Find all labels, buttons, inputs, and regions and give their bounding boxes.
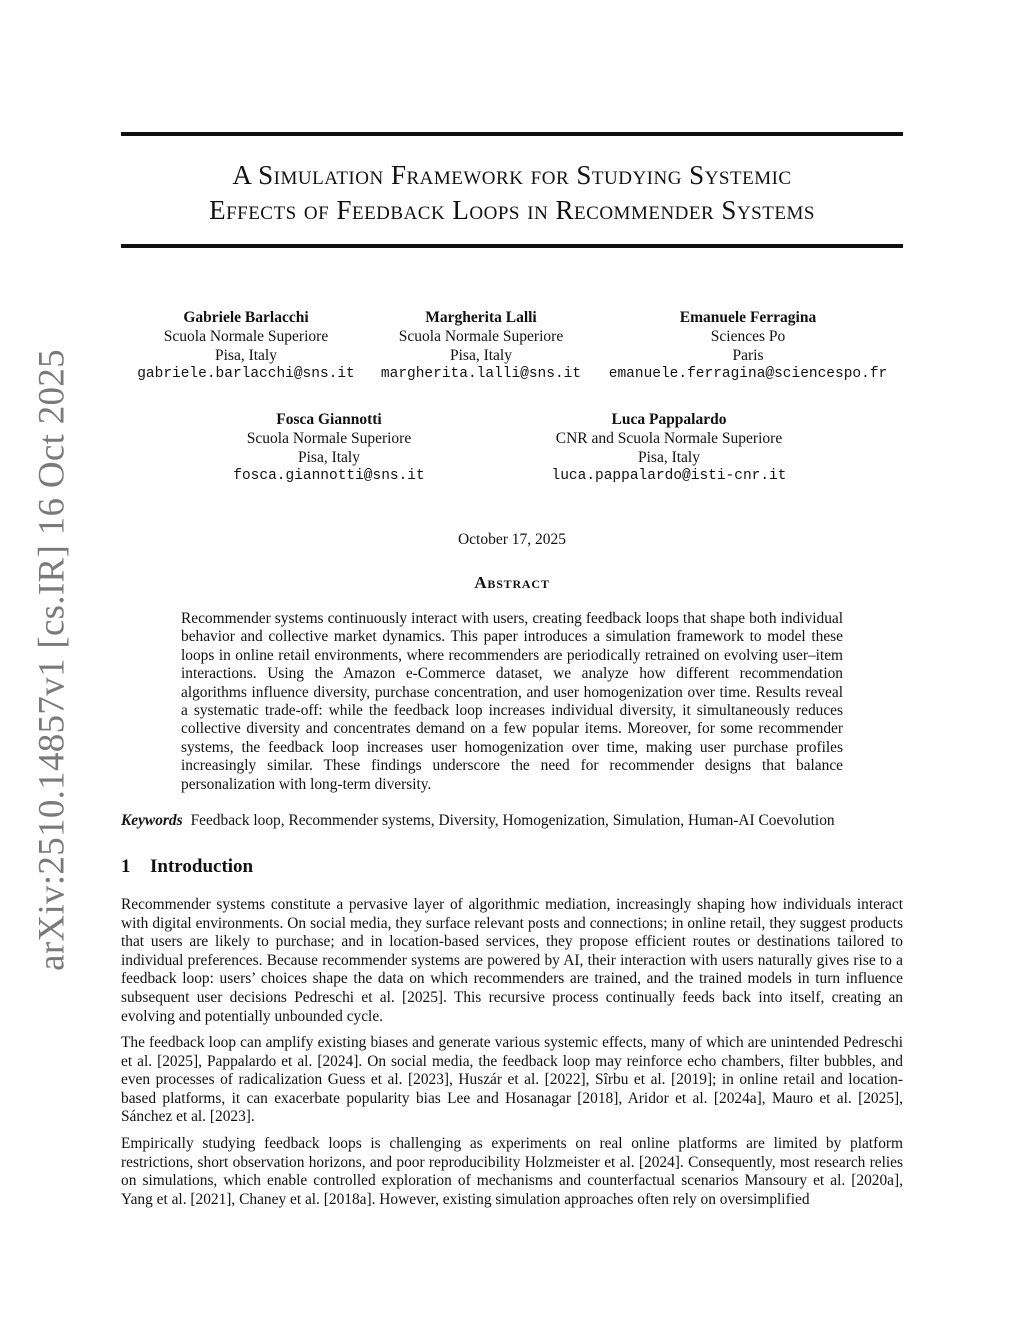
author-name: Gabriele Barlacchi	[183, 309, 309, 326]
body-paragraph: Empirically studying feedback loops is challenging as experiments on real online platforms are limited by platform restrictions, short observation horizons, and poor reproducibility Holzmeister et al. [2024]. Consequently, most research relies on simulations, which enable controlled exploration of mechanisms and counterfactual scenarios Mansoury et al. [2020a], Yang et al. [2021], Chaney et al. [2018a]. However, existing simulation approaches often rely on oversimplified	[121, 1135, 903, 1208]
keywords-label: Keywords	[121, 812, 183, 829]
body-paragraph: Recommender systems constitute a pervasive layer of algorithmic mediation, increasingly shaping how individuals interact with digital environments. On social media, they surface relevant posts and connections; in online retail, they suggest products that users are likely to purchase; and in location-based services, they propose efficient routes or destinations tailored to individual preferences. Because recommender systems are powered by AI, their interaction with users naturally gives rise to a feedback loop: users’ choices shape the data on which recommenders are trained, and the trained models in turn influence subsequent user decisions Pedreschi et al. [2025]. This recursive process continually feeds back into itself, creating an evolving and potentially unbounded cycle.	[121, 896, 903, 1025]
author-affiliation: CNR and Scuola Normale Superiore	[555, 430, 783, 447]
author-affiliation: Sciences Po	[710, 328, 786, 345]
author-location: Pisa, Italy	[214, 347, 277, 364]
section-title: Introduction	[150, 856, 254, 877]
section-number: 1	[121, 856, 131, 877]
author-email[interactable]: margherita.lalli@sns.it	[380, 366, 582, 382]
abstract-heading: Abstract	[474, 573, 550, 592]
author-name: Margherita Lalli	[425, 309, 537, 326]
author-location: Paris	[732, 347, 764, 364]
keywords	[121, 812, 911, 830]
author-name: Luca Pappalardo	[611, 411, 727, 428]
author-email[interactable]: fosca.giannotti@sns.it	[233, 468, 425, 484]
author-email[interactable]: gabriele.barlacchi@sns.it	[137, 366, 355, 382]
author-email[interactable]: luca.pappalardo@isti-cnr.it	[551, 468, 787, 484]
publication-date: October 17, 2025	[457, 531, 567, 548]
author-block	[552, 410, 787, 486]
body-paragraph: The feedback loop can amplify existing biases and generate various systemic effects, many of which are unintended Pedreschi et al. [2025], Pappalardo et al. [2024]. On social media, the feedback loop may reinforce echo chambers, filter bubbles, and even processes of radicalization Guess et al. [2023], Huszár et al. [2022], Sîrbu et al. [2019]; in online retail and location-based platforms, it can exacerbate popularity bias Lee and Hosanagar [2018], Aridor et al. [2024a], Mauro et al. [2025], Sánchez et al. [2023].	[121, 1034, 903, 1126]
author-name: Fosca Giannotti	[276, 411, 382, 428]
author-block	[137, 308, 355, 384]
author-block	[233, 410, 424, 486]
author-affiliation: Scuola Normale Superiore	[398, 328, 564, 345]
author-location: Pisa, Italy	[298, 449, 360, 466]
section-heading	[121, 856, 253, 878]
abstract-text: Recommender systems continuously interact with users, creating feedback loops that shape both individual behavior and collective market dynamics. This paper introduces a simulation framework to model these loops in online retail environments, where recommenders are periodically retrained on evolving user–item interactions. Using the Amazon e-Commerce dataset, we analyze how different recommendation algorithms influence diversity, purchase concentration, and user homogenization over time. Results reveal a systematic trade-off: while the feedback loop increases individual diversity, it simultaneously reduces collective diversity and concentrates demand on a few popular items. Moreover, for some recommender systems, the feedback loop increases user homogenization over time, making user purchase profiles increasingly similar. These findings underscore the need for recommender designs that balance personalization with long-term diversity.	[181, 610, 843, 793]
author-name: Emanuele Ferragina	[679, 309, 817, 326]
author-location: Pisa, Italy	[637, 449, 700, 466]
author-affiliation: Scuola Normale Superiore	[246, 430, 412, 447]
author-affiliation: Scuola Normale Superiore	[163, 328, 329, 345]
author-email[interactable]: emanuele.ferragina@sciencespo.fr	[608, 366, 888, 382]
title-line-2: Effects of Feedback Loops in Recommender Systems	[209, 195, 815, 225]
title-line-1: A Simulation Framework for Studying Systemic	[232, 160, 792, 190]
author-block	[381, 308, 581, 384]
author-block	[609, 308, 887, 384]
paper-title	[121, 158, 903, 228]
title-rule-bottom	[121, 244, 903, 248]
keywords-list: Feedback loop, Recommender systems, Diversity, Homogenization, Simulation, Human-AI Coevolution	[190, 812, 835, 829]
title-rule-top	[121, 132, 903, 136]
arxiv-identifier: arXiv:2510.14857v1 [cs.IR] 16 Oct 2025	[31, 349, 73, 971]
author-location: Pisa, Italy	[449, 347, 512, 364]
